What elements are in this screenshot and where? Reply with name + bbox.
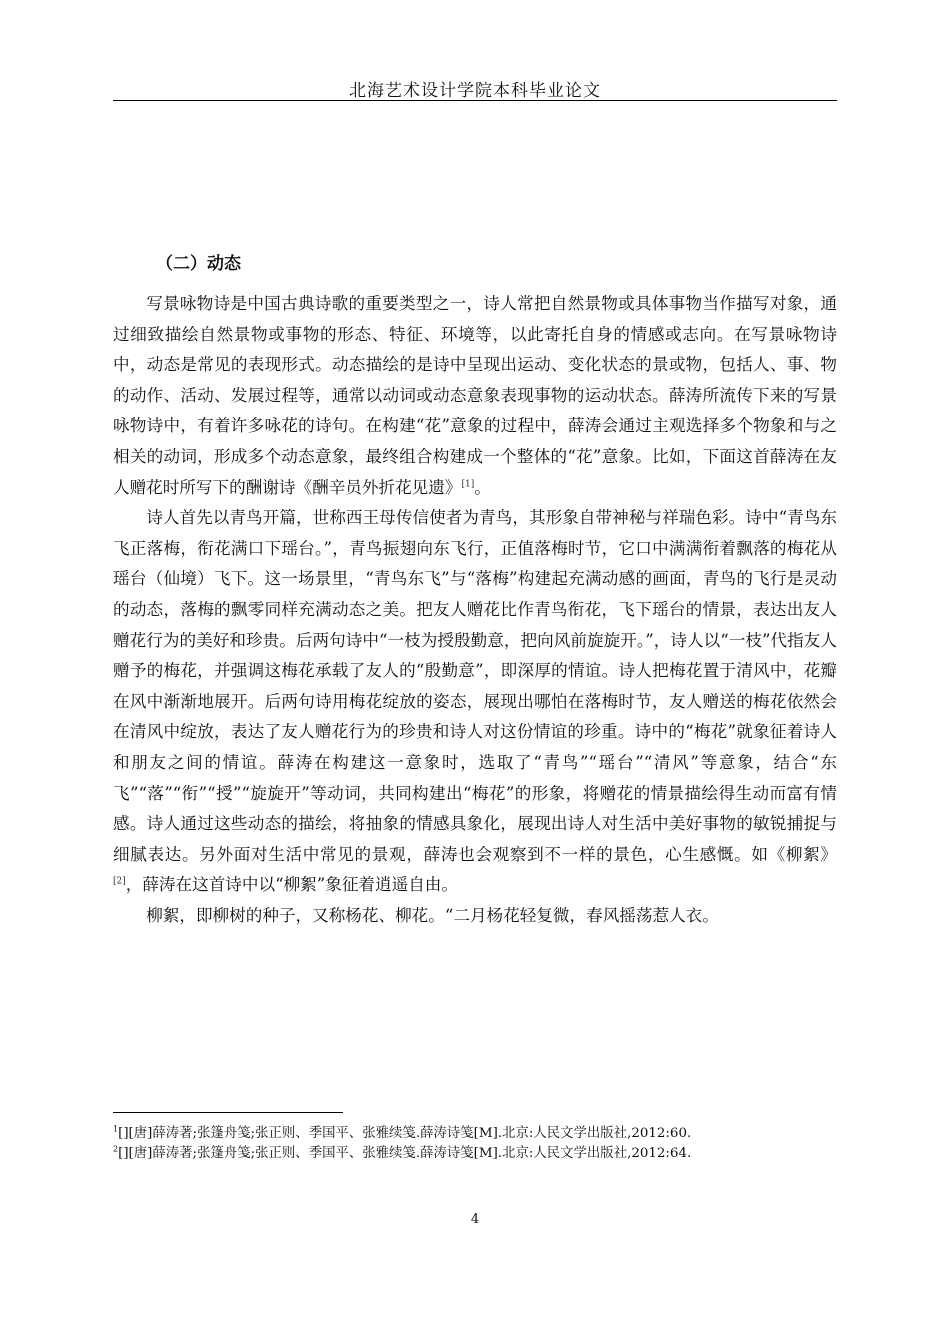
page-header-title: 北海艺术设计学院本科毕业论文 <box>349 81 601 101</box>
footnote <box>113 1124 763 1144</box>
footnote-text: [][唐]薛涛著;张篷舟笺;张正则、季国平、张雅续笺.薛涛诗笺[M].北京:人民文学出版社,2012:60. <box>118 1126 692 1141</box>
paragraph <box>113 289 837 503</box>
page-number: 4 <box>470 1212 480 1227</box>
section-heading: （二）动态 <box>156 254 241 274</box>
paragraph-tail: 。 <box>474 477 491 497</box>
footnote-divider <box>113 1112 343 1113</box>
footnote-text: [][唐]薛涛著;张篷舟笺;张正则、季国平、张雅续笺.薛涛诗笺[M].北京:人民文学出版社,2012:64. <box>118 1146 692 1161</box>
paragraph-tail: ，薛涛在这首诗中以“柳絮”象征着逍遥自由。 <box>125 875 458 895</box>
citation-ref[interactable]: [2] <box>113 876 126 887</box>
paragraph <box>113 901 837 932</box>
footnote <box>113 1144 763 1164</box>
body-text <box>113 289 837 931</box>
paragraph-text: 写景咏物诗是中国古典诗歌的重要类型之一，诗人常把自然景物或具体事物当作描写对象，通过细致描绘自然景物或事物的形态、特征、环境等，以此寄托自身的情感或志向。在写景咏物诗中，动态是常见的表现形式。动态描绘的是诗中呈现出运动、变化状态的景或物，包括人、事、物的动作、活动、发展过程等，通常以动词或动态意象表现事物的运动状态。薛涛所流传下来的写景咏物诗中，有着许多咏花的诗句。在构建“花”意象的过程中，薛涛会通过主观选择多个物象和与之相关的动词，形成多个动态意象，最终组合构建成一个整体的“花”意象。比如，下面这首薛涛在友人赠花时所写下的酬谢诗《酬辛员外折花见遗》 <box>113 294 837 497</box>
paragraph-text: 诗人首先以青鸟开篇，世称西王母传信使者为青鸟，其形象自带神秘与祥瑞色彩。诗中“青鸟东飞正落梅，衔花满口下瑶台。”，青鸟振翅向东飞行，正值落梅时节，它口中满满衔着飘落的梅花从瑶台（仙境）飞下。这一场景里，“青鸟东飞”与“落梅”构建起充满动感的画面，青鸟的飞行是灵动的动态，落梅的飘零同样充满动态之美。把友人赠花比作青鸟衔花，飞下瑶台的情景，表达出友人赠花行为的美好和珍贵。后两句诗中“一枝为授殷勤意，把向风前旋旋开。”，诗人以“一枝”代指友人赠予的梅花，并强调这梅花承载了友人的“殷勤意”，即深厚的情谊。诗人把梅花置于清风中，花瓣在风中渐渐地展开。后两句诗用梅花绽放的姿态，展现出哪怕在落梅时节，友人赠送的梅花依然会在清风中绽放，表达了友人赠花行为的珍贵和诗人对这份情谊的珍重。诗中的“梅花”就象征着诗人和朋友之间的情谊。薛涛在构建这一意象时，选取了“青鸟”“瑶台”“清风”等意象，结合“东飞”“落”“衔”“授”“旋旋开”等动词，共同构建出“梅花”的形象，将赠花的情景描绘得生动而富有情感。诗人通过这些动态的描绘，将抽象的情感具象化，展现出诗人对生活中美好事物的敏锐捕捉与细腻表达。另外面对生活中常见的景观，薛涛也会观察到不一样的景色，心生感慨。如《柳絮》 <box>113 508 837 864</box>
paragraph <box>113 503 837 901</box>
paragraph-text: 柳絮，即柳树的种子，又称杨花、柳花。“二月杨花轻复微，春风摇荡惹人衣。 <box>146 905 719 925</box>
footnote-mark: 2 <box>113 1144 119 1154</box>
citation-ref[interactable]: [1] <box>461 479 475 490</box>
header-divider <box>113 100 837 101</box>
footnotes <box>113 1124 763 1164</box>
footnote-mark: 1 <box>113 1124 119 1134</box>
